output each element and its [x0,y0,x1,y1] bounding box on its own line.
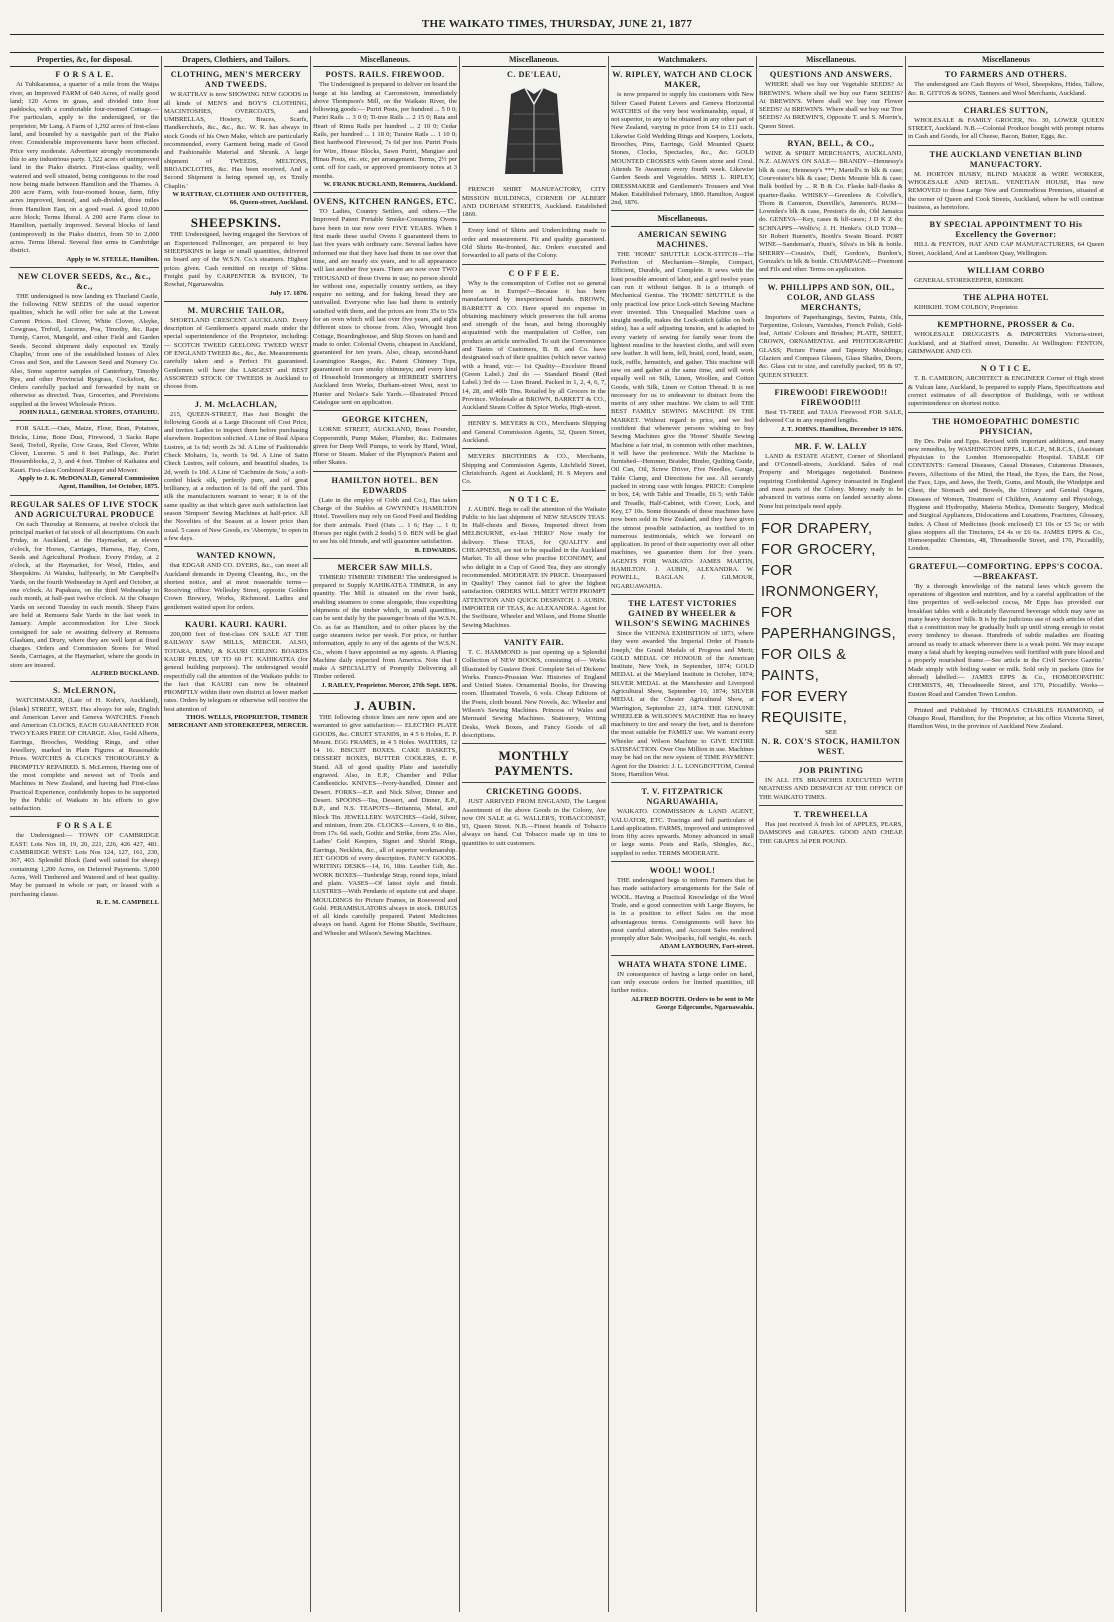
advertisement-body: THE following choice lines are now open and are warranted to give satisfaction:— ELECTRO PLATE GOODS, &c. CRUET STANDS, in 4 5 6 Holes, E. P. Mount. EGG FRAMES, in 4 5 Holes. WAITERS, 12 14 16. BISCUIT BOXES. CAKE BASKETS, DESSERT BOXES, BUTTER COOLERS, E. P. Stand. All of good quality Plate and tastefully engraved. Also, in E.P., Chamber and Pillar Candlesticks. KNIVES—Ivory-handled, Dinner and Desert. FORKS—E.P. and Nick Silver, Dinner and Desert. SPOONS—Tea, Dessert, and Dinner, E.P., B.P., and N.S. TEAPOTS—Britannia, Metal, and Block Tin. JEWELLERY. WATCHES—Gold, Silver, and minium, from 20s. CLOCKS—Lovers, 6 to 8in., from 17s. 6d. each, Gothic and Strike, from 25s. Also, Ladies' Gold Keepers, Signet and Shield Rings, Earrings, Necklets, &c., all of superior workmanship. JET GOODS of every description. FANCY GOODS. WRITING DESKS—14, 16, 18in. Leather Gilt, &c. WORK BOXES—Tunbridge Strap, round tops, inlaid and plain. VASES—Of latest style and finish. LUSTRES—With Pendants of equisite cut and shape. MOULDINGS for Picture Frames, in Rosewood and Gold. PERAMBULATORS always in stock. DRUGS of all kinds carefully prepared. Patent Medicines always on hand. Agent for Home Shuttle, Swiftsure, and Wheeler and Wilson's Sewing Machines. [313,714,457,937]
advertisement [462,269,606,417]
column-rule [608,56,609,1612]
advertisement-body: WATCHMAKER, (Late of H. Kohn's, Auckland), [blank] STREET, WEST. Has always for sale, English and American Lever and Geneva WATCHES. French and American CLOCKS, EACH GUARANTEED FOR TWO YEARS FREE OF CHARGE. Also, Gold Alberts, Earrings, Brooches, Wedding Rings, and other Jewellery, marked in Plain Figures at Reasonable Prices. WATCHES & CLOCKS THOROUGHLY & PROMPTLY REPAIRED. S. McLernon, Having one of the most complete and newest set of Tools and Machines in New Zealand, and having had First-class Practical Experience, confidently hopes to be supported by the Public of Waikato in his efforts to give satisfaction. [10,697,159,813]
advertisement-heading: S. McLERNON, [52,686,117,696]
advertisement-signature: B. EDWARDS. [414,546,457,554]
masthead: THE WAIKATO TIMES, THURSDAY, JUNE 21, 1877 [421,18,693,30]
advertisement [164,306,308,396]
advertisement-signature: JOHN HALL, GENERAL STORES, OTAHUHU. [18,408,159,416]
advertisement [10,821,159,910]
advertisement-body: IN consequence of having a large order on hand, can only execute orders for limited quantities, till further notice. [611,970,754,995]
advertisement-body: 215, QUEEN-STREET, Has Just Bought the following Goods at a Large Discount off Cost Price, and invites Ladies to inspect them before purchasing elsewhere. Inspection solicited. A Line of Real Alpaca Lustres, at 1s 6d; worth 2s 3d. A Line of Fashionable Check Mohairs, 1s, worth 1s 9d. A Line of Satin Check Lustres, self colours, and beautiful shades, 1s 2d, worth 1s 10d. A Line of 'Cachmire de Sois,' a soft-corded black silk, perfectly pure, and of great brilliancy, at a reduction of 1s 6d off the yard. This silk the manufacturers warrant to wear; it is of the same quality as that which gave such satisfaction last season 'Simpson' Sewing Machines at half-price. All the Novelties of the Season at a lower price than usual. 5 cases of New Goods, ex 'Abernyte,' to open in a few days. [164,410,308,542]
advertisement-heading: W. RIPLEY, WATCH AND CLOCK MAKER, [612,70,753,90]
column-header: Drapers, Clothiers, and Tailors. [164,56,308,67]
advertisement-body: SHORTLAND CRESCENT AUCKLAND. Every description of Gentlemen's apparel made under the special superintendence of the Proprietor, including:— SCOTCH TWEED GEELONG TWEED WEST OF ENGLAND TWEED &c., &c., &c. Measurements carefully taken and a Perfect Fit guaranteed. Gentlemen will have the LARGEST and BEST ASSORTED STOCK OF TWEEDS in Auckland to choose from. [164,316,308,391]
advertisement [759,519,903,762]
advertisement-body: TO Ladies, Country Settlers, and others.—The Improved Patent Portable Smoke-Consuming Ovens have been in use now over FIVE YEARS. When I first made these useful Ovens I guaranteed them to last five years with ordinary care. Several ladies have informed me that they have had them in use over that time, and are nearly six years, and to all appearance will last another five years. There are now over TWO THOUSAND of these Ovens in use; no person should be without one, especially country settlers, as they require no setting, and for baking bread they are unrivalled. Everyone who has had them is entirely satisfied with them, and the prices are from 35s to 55s for an oven which will last over five years, and eight different sizes to choose from. Also, Wrought Iron Cottage, Boardinghouse, and Ship Stoves on hand and made to order. Colonial Ovens, cheapest in Auckland, guaranteed for ten years. Also, cheap, second-hand Leamington Ranges, &c. Patent Chimney Tops, guaranteed to cure smoky chimneys; and every kind of Household Ironmongery at HERBERT SMITH'S Auckland Iron Works, Durham-street West, next to Hunter and Nolan's Sale Yards.—Illustrated Priced Catalogue sent on application. [313,208,457,406]
column-header: Miscellaneous. [313,56,457,67]
advertisement [10,425,159,495]
advertisement-body: Printed and Published by THOMAS CHARLES HAMMOND, of Ohaupo Road, Hamilton, for the Proprietor, at his office Victoria Street, Hamilton West, in the province of Auckland New Zealand. [908,706,1104,731]
advertisement-heading: TO FARMERS AND OTHERS. [944,70,1068,80]
advertisement-body: 200,000 feet of first-class ON SALE AT THE RAILWAY SAW MILLS, MERCER. ALSO, TOTARA, RIMU, & KAURI CEILING BOARDS KAURI PILES, UP TO 60 FT. KAHIKATEA (for general building purposes). The undersigned would respectfully call the attention of the Waikato public to the fact that KAURI can now be obtained PROMPTLY within their own district at lower market rates. Orders by telegram or otherwise will receive the best attention of [164,631,308,713]
shirt-illustration [491,84,577,182]
advertisement-heading: KAURI. KAURI. KAURI. [184,620,288,630]
column-rule [756,56,757,1612]
column-rule [905,56,906,1612]
advertisement-body: FOR SALE.—Oats, Maize, Flour, Bran, Potatoes, Bricks, Lime, Bone Dust, Firewood, 3 Sacks Rape Seed, Trefoil, Ryelie, Cow Grass, Red Clover, White Clover, Lucerne. 5 and 6 feet Pailings, &c. Puriri Housenblocks, 2, 3, and 4 feet. Timber of Kaikatea and Kauri. First-class Combined Reaper and Mower. [10,425,159,474]
advertisement-body: M. HORTON BUSBY, BLIND MAKER & WIRE WORKER, WHOLESALE AND RETAIL. VENETIAN HOUSE, Has now REMOVED to those Large New and Commodious Premises, situated at the corner of Queen and Cook Streets, Auckland, where he will continue business, as heretofore. [908,170,1104,211]
advertisement-heading: WANTED KNOWN, [196,551,276,561]
masthead-rule-bottom [10,52,1104,53]
advertisement [313,415,457,471]
advertisement-body: Importers of Paperhangings, Sevim, Paints, Oils, Turpentine, Colours, Varnishes, French Polish, Gold-leaf, Artists' Colours and Brushes; PLATE, SHEET, CROWN, ORNAMENTAL and PHOTOGRAPHIC GLASS; Picture Frame and Tapestry Mouldings; Glaziers and Compass Glasses, Glass Shades, Doors, &c. Glass cut to size, and carefully packed, 95 & 97, QUEEN STREET. [759,313,903,379]
advertisement-body: Has just received A fresh lot of APPLES, PEARS, DAMSONS and GRAPES. GOOD AND CHEAP. THE GRAPES 3d PER POUND. [759,821,903,845]
advertisement [611,70,754,211]
advertisement [313,698,457,941]
column-1 [10,56,159,1612]
advertisement-heading: AMERICAN SEWING MACHINES. [637,229,728,249]
column-rule [161,56,162,1612]
advertisement-body: THE undersigned begs to inform Farmers that he has made satisfactory arrangements for the Sale of WOOL. Having a Practical Knowledge of the Wool Trade, and a good connection with Large Buyers, he is in a position to effect Sales on the most advantageous terms. Consignments will have his most careful attention, and Account Sales rendered promptly after Sale. Woolpacks, full weight, 4s. each. [611,877,754,943]
advertisement [611,230,754,595]
cox-ad-line: FOR IRONMONGERY, [761,562,879,600]
advertisement-signature: R. E. M. CAMPBELL [96,898,159,906]
advertisement-signature: ALFRED BOOTH. Orders to be sent to Mr George Edgecumbe, Ngaruawahia. [631,995,754,1011]
advertisement [462,787,606,851]
advertisement-heading: GRATEFUL—COMFORTING. EPPS'S COCOA.—BREAKFAST. [909,561,1103,581]
advertisement-body: Best TI-TREE and TAUA Firewood FOR SALE, delivered Cut in any required lengths. [759,408,903,425]
advertisement-body: JUST ARRIVED FROM ENGLAND, The Largest Assortment of the above Goods in the Colony, Are now ON SALE at G. WALLER'S, TOBACCONIST, 93, Queen Street. N.B.—Finest brands of Tobacco always on hand. Cut Tobacco made up in tins to quantities to suit customers. [462,798,606,847]
advertisement-heading: WHATA WHATA STONE LIME. [617,959,748,969]
advertisement-heading: M. MURCHIE TAILOR, [187,305,285,315]
advertisement [908,417,1104,558]
advertisement-body: that EDGAR AND CO. DYERS, &c., can meet all Auckland demands in Dyeing Cleaning, &c., on the shortest notice, and at most reasonable terms—Receiving office: Wellesley Street, opposite Golden Crown Brewery, Works, Richmond. Ladies and gentlemen waited upon for orders. [164,562,308,611]
advertisement [164,70,308,211]
advertisement-body: HILL & FENTON, HAT AND CAP MANUFACTURERS, 64 Queen Street, Auckland, And at Lambton Quay, Wellington. [908,241,1104,257]
advertisement [908,364,1104,412]
advertisement-heading: WILLIAM CORBO [967,265,1045,275]
advertisement [462,638,606,744]
advertisement [759,766,903,806]
advertisement [759,810,903,849]
advertisement-heading: THE ALPHA HOTEL [963,293,1049,303]
advertisement-signature: Apply to J. K. McDONALD, General Commission Agent, Hamilton, 1st October, 1875. [17,475,159,491]
advertisement-heading: OVENS, KITCHEN RANGES, ETC. [313,197,457,207]
advertisement-body: The Undersigned is prepared to deliver on board the barge at his landing at Carronstown, immediately above Thompson's Mill, on the Waikato River, the following goods:— Puriri Posts, per hundred ... 5 0 0; Puriri Rails ... 3 0 0; Ti-tree Rails ... 2 15 0; Rata and Heart of Rimu Rails per hundred ... 2 10 0; Cedar Rails, per hundred ... 1 18 0; Turaire Rails ... 1 10 0; Best hardwood Firewood, 7s 6d per ton. Puriri Posts for Wire, House Blocks, Sawn Puriri, Mangiao and Hinau Posts, etc. etc, per arrangement. Terms, 2½ per cent. off for cash, or approved promissory notes at 3 months. [313,81,457,180]
advertisement-body: J. AUBIN. Begs to call the attention of the Waikato Public to his last shipment of NEW SEASON TEAS. In Half-chests and Boxes, Imported direct from MELBOURNE, ex-last 'HERO' Now ready for delivery. These TEAS, for QUALITY and CHEAPNESS, are not to be equalled in the Auckland Market. To all those who practise ECONOMY, and who delight in a Cup of Good Tea, they are strongly recommended. MODERATE IN PRICE. Unsurpassed in Quality! They cannot fail to give the highest satisfaction. ORDERS WILL MEET WITH PROMPT ATTENTION AND QUICK DESPATCH. J. AUBIN. IMPORTER OF TEAS, &c ALEXANDRA. Agent for the Swiftsure, Wheeler and Wilson, and Home Shuttle Sewing Machines. [462,505,606,629]
advertisement-body: T. C. HAMMOND is just opening up a Splendid Collection of NEW BOOKS, consisting of— Works Illustrated by Gustave Doré. Complete Set of Dickens' Works. Franco-Prussian War. Histories of England and United States. Ornamental Books, for Drawing room. Illustrated Travels, 6 vols. Cheap Editions of the Poets, cloth bound. New Novels, &c. Wheeler and Wilson's Sewing Machines. Princess of Wales and Mermaid Sewing Machines. Stationery, Writing Desks, Work Boxes, and Fancy Goods of all descriptions. [462,648,606,739]
advertisement [759,70,903,135]
advertisement-signature: J. T. JOHNS. Hamilton, December 19 1876. [780,425,903,433]
advertisement [908,70,1104,102]
advertisement [462,227,606,264]
advertisement-heading: SHEEPSKINS. [190,215,282,231]
advertisement [313,197,457,411]
advertisement-heading: NEW CLOVER SEEDS, &c., &c., &c., [17,271,152,291]
advertisement-body: GENERAL STOREKEEPER, KIHIKIHI. [914,276,1025,284]
advertisement-body: W RATTRAY is now SHOWING NEW GOODS in all kinds of MEN'S and BOY'S CLOTHING, MACINTOSHES, OVERCOATS, and UMBRELLAS, Hosiery, Braces, Scarfs, Handkerchiefs, &c., &c., &c. W. R. has always in stock Goods of his Own Make, which are particularly recommended, every Garment being made of Good and Fashionable Material and Shrunk. A large shipment of TWEEDS, MELTONS, BROADCLOTHS, &c. Has been received, And a Second Shipment is being opened up, ex 'Emily Chaplin.' [164,91,308,190]
advertisement-body: IN ALL ITS BRANCHES EXECUTED WITH NEATNESS AND DESPATCH AT THE OFFICE OF THE WAIKATO TIMES. [759,777,903,801]
column-header: Properties, &c, for disposal. [10,56,159,67]
advertisement-heading: THE HOMOEOPATHIC DOMESTIC PHYSICIAN, [932,416,1080,436]
cox-ad-see: SEE [825,728,837,736]
advertisement [313,563,457,694]
advertisement-heading: C O F F E E. [508,268,560,278]
advertisement-body: is now prepared to supply his customers with New Silver Cased Patent Levers and Geneva Horizontal WATCHES of the very best workmanship, equal, if not superior, to any to be obtained in any other part of New Zealand, varying in price from £4 to £11 each. Likewise Gold Wedding Rings and Keepers, Lockets, Brooches, Pins, Earrings, Gold Mounted Quartz Stones, Clocks, Spectacles, &c., &c. GOLD MOUNTED CROSSES with Green stone and Coral. Attends Te Awamutu every fourth week. Likewise Garden Seeds and Vegetables. MISS L. RIPLEY, DRESSMAKER and Gentlemen's Trousers and Vest Maker. Established February, 1860. Hamilton, August 2nd, 1876. [611,91,754,207]
advertisement-body: WHERE shall we buy our Vegetable SEEDS? At BREWIN'S. Where shall we buy our Farm SEEDS? At BREWIN'S. Where shall we buy our Flower SEEDS? At BREWIN'S. Where shall we buy our Tree SEEDS? At BREWIN'S, Opposite T. and S. Morrin's, Queen Street. [759,81,903,130]
advertisement-heading: FIREWOOD! FIREWOOD!! FIREWOOD!!! [774,387,888,407]
advertisement-signature: W RATTRAY, CLOTHIER AND OUTFITTER, 66, Queen-street, Auckland. [172,190,308,207]
advertisement-heading: N O T I C E. [508,494,560,504]
column-rule [310,56,311,1612]
advertisement-body: On each Thursday at Remuera, at twelve o'clock the principal market of fat stock of all descriptions. On each Friday, in Auckland, at the Haymarket, at eleven o'clock, for Horses, Carriages, Harness, Hay, Corn, Seeds and Agricultural Produce. Every Friday, at 2 o'clock, at the Haymarket, for Wool, Hides, and Sheepskins. At Waiuku, halfyearly, in Mr Campbell's Yards, on the fourth Wednesday in April and October, at one o'clock. At Papakura, on the third Wednesday in each month, at half-past twelve o'clock. At the Ohaupo Yards on second Tuesday in each month. Sheep Fairs are held at Remuera Sale Yards in the last week in January. Ample accommodation for Live Stock consigned for sale or awaiting delivery at Remuera Glasham, and Drury, where they are well kept at fixed charges. Orders and Commission Stores for Wool Seeds, Carriages, at the Haymarket, where the goods in store are insured. [10,520,159,669]
advertisement-body: KIHIKIHI. TOM COLBOY, Proprietor. [914,304,1019,312]
advertisement-signature: ADAM LAYBOURN, Fort-street. [659,943,754,951]
advertisement-body: HENRY S. MEYERS & CO., Merchants Shipping and General Commission Agents, 32, Queen Street, Auckland. [462,420,606,445]
advertisement-body: THE undersigned is now landing ex Thurland Castle, the following NEW SEEDS of the usual superior qualities, which he will offer for sale at the Lowest Current Prices. Red Clover, White Clover, Alsyke, Cowgrass, Trefoil, Lucerne, Poa, Timothy, &c. Rape Turnip, Carrot, Mangold, and other Field and Garden Seeds. Second shipment daily expected ex 'Emily Chaplin,' from one of the established houses of Alex Cross and Son, and the Lawson Seed and Nursery Co. Also, Some superior samples of Canterbury, Timothy Rye, and other Provincial Ryegrass, Cocksfoot, &c. Orders carefully packed and forwarded by train or otherwise as directed. Teas, Groceries, and Provisions supplied at the lowest Wholesale Prices. [10,292,159,408]
advertisement-heading: GEORGE KITCHEN, [341,415,429,425]
advertisement-heading: N O T I C E. [980,364,1032,374]
advertisement-heading: MR. F. W. LALLY [794,441,868,451]
advertisement [908,266,1104,289]
advertisement [462,70,606,223]
advertisement-body: (Late in the employ of Cobb and Co.), Has taken Charge of the Stables at GWYNNE's HAMILTON Hotel. Travellers may rely on Good Feed and Bedding for their animals. Feed (Oats ... 1 6; Hay ... 1 0; Horses per night (with 2 feeds) 5 0. BEN will be glad to see his old friends, and will guarantee satisfaction. [313,496,457,546]
advertisement [164,400,308,548]
advertisement [908,320,1104,360]
advertisement [611,866,754,956]
advertisement-body: TIMBER! TIMBER! TIMBER! The undersigned is prepared to Supply KAHIKATEA TIMBER, in any quantity. The Mill is situated on the river bank, enabling steamers to come alongside, thus expediting shipments of the timber which, in small quantities, can be sent daily by the passenger boats of the W.S.N. Co. as far as Hamilton, and to other places by the cargo steamers twice per week. For price, or further information, apply to any of the agents of the W.S.N. Co., whom I have appointed as my agents. A Planing Machine daily expected from America. Note that I make A SPECIALITY of Promptly Delivering all Timber ordered. [313,573,457,681]
advertisement-heading: THE AUCKLAND VENETIAN BLIND MANUFACTORY. [929,149,1083,169]
advertisement-body: the Undersigned:— TOWN OF CAMBRIDGE EAST: Lots Nos 18, 19, 20, 221, 226, 426 427, 481. CAMBRIDGE WEST: Lots Nos 124, 127, 161, 230, 367, 403. Splendid Block (land well suited for sheep) containing 1,200 Acres, on Deferred Payments. 5,000 Acres, Well Timbered and Watered and of best quality. May be pursued in whole or part, or leased with a purchasing clause. [10,832,159,898]
advertisement [908,106,1104,146]
advertisement-heading: CLOTHING, MEN'S MERCERY AND TWEEDS. [170,70,302,90]
advertisement-body: WINE & SPIRIT MERCHANTS, AUCKLAND, N.Z. ALWAYS ON SALE— BRANDY—Hennessy's blk & case; Hennessy's ***; Martell's in blk & case; Courvoisier's blk & case; Denis Mounie blk & case; Bulk bottled by ... R B & Co. Flasks half-flasks & quarter-flasks. WHISKY—Greenlees & Colville's, Thom & Cameron, Dunville's, Jameson's. RUM—Lowndes's blk & case, Preston's do do, Old Jamaica do. GENEVA—Key, cases & hlf-cases; J D K Z do; SCHNAPPS—Wolfe's; J. H. Henke's. OLD TOM—Sir Robert Burnett's, Booth's Swain Board. PORT WINE—Sandeman's, Hunt's, Silva's in blk & bottle. SHERRY—Cousin's, Duff, Gordon's, Burdon's, Gonzale's in blk & bottle. CHAMPAGNE—Freemont and Fils and other. Terms on application. [759,150,903,274]
advertisement [10,70,159,268]
advertisement-heading: MONTHLY PAYMENTS. [494,748,574,779]
advertisement-heading: BY SPECIAL APPOINTMENT TO His Excellency the Governor: [929,220,1083,240]
advertisement-body: WAIKATO. COMMISSION & LAND AGENT, VALUATOR, ETC. Tracings and full particulars of Land application. FARMS, improved and unimproved from fifty acres upwards. Money advanced in small or large sums. Posts and Rails, Shingles, &c., supplied to order. TERMS MODERATE. [611,808,754,857]
advertisement-heading: T. V. FITZPATRICK NGARUAWAHIA, [641,787,724,807]
advertisement [313,476,457,559]
masthead-rule-top [10,34,1104,35]
column-6 [759,56,903,1612]
advertisement-body: Why is the consumption of Coffee not so general here as in Europe?—Because it has been manufactured by inexperienced hands. BROWN, BARRETT & CO. Have spared no expense in obtaining machinery which preserves the full aroma and strength of the bean, and being thoroughly acquainted with the manipulation of Coffee, can produce an article unrivalled. To suit the Convenience and Tastes of Customers, B. B. and Co. have designated each of their qualities (which never varies) with a brand, viz:— 1st Quality—Excelsior Brand (Green Label.) 2nd do — Standard Brand (Red Label.) 3rd do — Lion Brand. Packed in 1, 2, 4, 6, 7, 14, 28, and 40lb Tins. Retailed by all Grocers in the Province. Wholesale at BROWN, BARRETT & CO., Auckland Steam Coffee & Spice Works, High-street. [462,279,606,412]
cox-ad-line: FOR OILS & PAINTS, [761,646,847,684]
advertisement-body: THE Undersigned, having engaged the Services of an Experienced Fellmonger, are prepared to buy SHEEPSKINS in large or small quantities, delivered on board any of the W.S.N. Co.'s steamers. Highest prices given. Cash remitted on receipt of Skins. Freight paid by CARPENTER & BYRON, Te Rowhai, Ngaruawahia. [164,231,308,289]
advertisement [908,293,1104,316]
advertisement-heading: THE LATEST VICTORIES GAINED BY WHEELER & WILSON'S SEWING MACHINES [614,598,751,628]
advertisement-heading: C. DE'LEAU, [507,70,561,80]
advertisement-body: LORNE STREET, AUCKLAND, Brass Founder, Coppersmith, Pump Maker, Plumber, &c. Estimates given for Deep Well Pumps, to work by Hand, Wind, Horse or Steam. Maker of the Plympton's Patent and other Skates. [313,426,457,467]
advertisement [10,686,159,817]
advertisement [462,748,606,783]
advertisement [908,707,1104,735]
column-header: Watchmakers. [611,56,754,67]
advertisement-body: MEYERS BROTHERS & CO., Merchants, Shipping and Commission Agents, Litchfield Street, Christchurch. Agent at Auckland, H. S Meyers and Co. [462,453,606,486]
advertisement-signature: ALFRED BUCKLAND. [90,670,159,677]
advertisement [164,551,308,616]
cox-ad-name: N. R. COX'S STOCK, HAMILTON WEST. [761,737,901,757]
advertisement-heading: CRICKETING GOODS. [486,787,582,797]
advertisement-signature: THOS. WELLS, PROPRIETOR, TIMBER MERCHANT AND STOREKEEPER, MERCER. [168,714,308,730]
advertisement-heading: JOB PRINTING [798,766,864,776]
advertisement [759,442,903,515]
advertisement-heading: CHARLES SUTTON, [963,105,1049,115]
advertisement-heading: J. AUBIN. [354,698,416,713]
advertisement [759,388,903,438]
advertisement-body: The undersigned are Cash Buyers of Wool, Sheepskins, Hides, Tallow, &c. R. GITTOS & SONS, Tanners and Wool Merchants, Auckland. [908,81,1104,97]
cox-ad-line: FOR DRAPERY, [761,520,873,537]
advertisement [462,453,606,490]
column-3 [313,56,457,1612]
advertisement-heading: J. M. McLACHLAN, [194,399,278,409]
column-header: Miscellaneous. [462,56,606,67]
advertisement-signature: J. RAILEY, Proprietor. Mercer, 27th Sept. 1876. [321,681,457,689]
section-header: Miscellaneous. [611,215,754,226]
advertisement [611,787,754,862]
advertisement [908,220,1104,262]
cox-ad-line: FOR PAPERHANGINGS, [761,604,897,642]
advertisement-heading: KEMPTHORNE, PROSSER & Co. [937,320,1075,330]
advertisement-heading: T. TREWHEELLA [793,810,869,820]
advertisement-heading: F O R S A L E. [55,70,114,80]
advertisement-heading: QUESTIONS AND ANSWERS. [769,70,893,80]
cox-ad-line: FOR EVERY REQUISITE, [761,688,848,726]
advertisement-heading: WOOL! WOOL! [649,866,716,876]
column-5 [611,56,754,1612]
advertisement-body: WHOLESALE DRUGGISTS & IMPORTERS Victoria-street, Auckland, and at Stafford street, Dunedin. At Wellington: FENTON, GRIMWADE AND CO. [908,331,1104,356]
shirt-icon [491,84,577,182]
advertisement-body: T. B. CAMERON, ARCHITECT & ENGINEER Corner of High street & Vulcan lane, Auckland, Is prepared to supply Plans, Specifications and correct estimates of all description of Buildings, with or without superintendence on shortest notice. [908,375,1104,408]
advertisement-body: Since the VIENNA EXHIBITION of 1873, where they were awarded 'the Imperial Order of Francis Joseph,' the Grand Medals of Progress and Merit; GOLD MEDAL OF HONOUR of the American Institute, New York, in September, 1874; GOLD MEDAL at the Maryland Institute in October, 1874; SILVER MEDAL at the Manchester and Liverpool Agricultural Show, September 10, 1874; SILVER MEDAL at the Chester Agricultural Show, at Warrington, September 23, 1874. THE GENUINE WHEELER & WILSON'S MACHINE Has no heavy machinery to tire and weary the feet, and is therefore the most suitable for FAMILY use. We warrant every Wheeler and Wilson Machine to GIVE ENTIRE SATISFACTION. Over One Million in use. Machines may be had on the new system of TIME PAYMENT. Agent for the District: J. L. LONGBOTTOM, Central Store, Hamilton West. [611,629,754,778]
advertisement [10,272,159,421]
advertisement-heading: RYAN, BELL, & CO., [787,139,875,149]
column-2 [164,56,308,1612]
advertisement-heading: VANITY FAIR. [503,637,565,647]
advertisement [313,70,457,193]
advertisement [611,960,754,1015]
advertisement-body: LAND & ESTATE AGENT, Corner of Shortland and O'Connell-streets, Auckland. Sales of real Property and Mortgages negotiated. Business requiring Confidential Agency transacted in England and most parts of the Colony. Money ready to be advanced in various sums on landed security alone. None but principals need apply. [759,452,903,510]
advertisement [462,495,606,634]
advertisement [908,150,1104,216]
advertisement [759,139,903,278]
advertisement [10,500,159,683]
advertisement [759,283,903,384]
column-7 [908,56,1104,1612]
advertisement-body: By Drs. Pulte and Epps. Revised with important additions, and many new remedies, by WASHINGTON EPPS, L.R.C.P., M.R.C.S., (Assistant Physician to the London Homoeopathic Hospital. TABLE OF CONTENTS: General Diseases, Casual Diseases, Cutaneous Diseases, Fevers, Affections of the Mind, the Head, the Eyes, the Ears, the Nose, the Face, Lips, and Jaws, the Teeth, Gums, and Mouth, the Windpipe and Chest, the Stomach and Bowels, the Urinary and Genital Organs, Diseases of Women, Treatment of Children, Anatomy and Physiology, Hygiene and Hydropathy, Materia Medica, Domestic Surgery, Medical and Surgical Appliances, Dislocations and Luxations, Fractures, Glossary, Index. A Chest of Medicines (book enclosed) £3 10s or £5 5s; or with glass stoppers all the Tinctures, £4 4s or £6 6s. JAMES EPPS & Co., Homoeopathic Chemists, 48, Threadneedle Street, and 170, Piccadilly, London. [908,437,1104,553]
column-header: Miscellaneous. [759,56,903,67]
advertisement [164,620,308,734]
advertisement [462,420,606,449]
advertisement-heading: REGULAR SALES OF LIVE STOCK AND AGRICULTURAL PRODUCE [10,499,159,519]
advertisement-signature: W. FRANK BUCKLAND, Remuera, Auckland. [323,180,457,188]
column-4 [462,56,606,1612]
advertisement-body: Every kind of Shirts and Underclothing made to order and measurement. Fit and quality guaranteed. Old Shirts Re-fronted, &c. Orders executed and forwarded to all parts of the Colony. [462,227,606,260]
cox-ad-line: FOR GROCERY, [761,541,876,558]
advertisement-signature: July 17. 1876. [269,289,308,297]
advertisement-heading: MERCER SAW MILLS. [337,562,433,572]
advertisement [611,599,754,783]
advertisement-body: 'By a thorough knowledge of the natural laws which govern the operations of digestion and nutrition, and by a careful application of the fine properties of well-selected cocoa, Mr Epps has provided our breakfast tables with a delicately flavoured beverage which may save us many heavy doctors' bills. It is by the judicious use of such articles of diet that a constitution may be gradually built up until strong enough to resist every tendency to disease. Hundreds of subtle maladies are floating around us ready to attack wherever there is a weak point. We may escape many a fatal shaft by keeping ourselves well fortified with pure blood and a properly nourished frame.—See article in the Civil Service Gazette.' Made simply with boiling water or milk. Sold only in packets (tins for abroad) labelled:— JAMES EPPS & Co., HOMOEOPATHIC CHEMISTS, 48, Threadneedle Street, and 170, Piccadilly. Works—Euston Road and Camden Town London. [908,582,1104,698]
advertisement [164,215,308,301]
column-header: Miscellaneous [908,56,1104,67]
advertisement-signature: Apply to W. STEELE, Hamilton. [66,255,159,263]
advertisement-heading: POSTS. RAILS. FIREWOOD. [325,70,445,80]
advertisement-body: FRENCH SHIRT MANUFACTORY, CITY MISSION BUILDINGS, CORNER OF ALBERT AND DURHAM STREETS, Auckland. Established 1869. [462,186,606,219]
advertisement-body: WHOLESALE & FAMILY GROCER, No. 30, LOWER QUEEN STREET, Auckland. N.B.—Colonial Produce bought with prompt returns in Cash and Goods, for all Cheese, Bacon, Butter, Eggs, &c. [908,116,1104,141]
advertisement [908,562,1104,703]
advertisement-heading: W. PHILLIPPS AND SON, OIL, COLOR, AND GLASS MERCHANTS, [767,282,895,312]
advertisement-body: THE 'HOME' SHUTTLE LOCK-STITCH—The Perfection of Mechanism—Simple, Compact, Efficient, Durable, and Complete. It sews with the least possible amount of labor, and a girl twelve years can run it without fatigue. It is a triumph of Mechanical Genius. The 'HOME' SHUTTLE is the only practical low price Lock-stitch Sewing Machine ever invented. This Unequalled Machine uses a straight needle, makes the Lock-stitch (alike on both sides), has a self adjusting tension, and is adapted to every variety of sewing for family wear from the lightest muslins to the heaviest cloths, and will even sew leather. It will hem, fell, braid, cord, braid, seam, tuck, ruffle, hemstitch, and gather. This machine will sew on and gather at the same time, and will work equally well on Silk, Linen, Woollen, and Cotton Goods, with Silk, Linen or Cotton Thread. It is not necessary for us to endeavour to distract from the merits of any other machine. We claim to sell THE BEST FAMILY SEWING MACHINE IN THE MARKET. Without regard to price, and we feel confident that whenever persons wishing to buy Sewing Machines give the 'Home' Shuttle Sewing Machine a fair trial, in common with other machines, it will have the preference. With the Machine is furnished—Hemmer, Braider, Binder, Quilting Guide, Oil Can, Oil, Screw Driver, Five Needles, Gauge, Table Clamp, and Directions for use. All securely packed in strong case with hinges. PRICE: Complete in box, £4; with Table and Treadle, £6 5; with Table and Treadle, Half-Cabinet, with Cover, Lock, and Key, £7 10s. Some thousands of these machines have now been sold in New Zealand, and they have given the utmost possible satisfaction, as testified to in numerous testimonials, which we forward on application. In proof of their superiority over all other machines, we guarantee them for five years. AGENTS FOR WAIKATO: JAMES MARTIN, HAMILTON. J. AUBIN, ALEXANDRA. W. POWELL, RAGLAN. J. GILMOUR, NGARUAWAHIA. [611,250,754,590]
advertisement-heading: F O R S A L E [56,821,113,831]
column-rule [459,56,460,1612]
advertisement-heading: HAMILTON HOTEL. BEN EDWARDS [331,475,439,495]
advertisement-body: At Tuhikaramea, a quarter of a mile from the Waipa river, an Improved FARM of 640 Acres, of really good land; 120 Acres in grass, and divided into four paddocks, with a comfortable four-roomed Cottage.—For particulars, apply to the undersigned, or the proprietor, Mr Lang. A Farm of 1,292 acres of first-class land, and bounded by a navigable part of the Piako river. Considerable improvements have been effected. Price very moderate. Advertiser strongly recommends this to any industrious party. 1,322 acres of unimproved land in the Piako district. First-class quality, well watered and well situated, being contiguous to the road now being made between Hamilton and the Thames. A 200 acre Farm, with four-roomed house, farm, fifty acres improved, fenced, and sub-divided, three miles from Hamilton East, on a good road. A good 10,000 acre block; Terms liberal. A 200 acre Farm close to Hamilton, partially improved. Several blocks of land (unimproved) in the Piako district, from 50 to 2,000 acres. Terms liberal. Several fine arms in Cambridge district. [10,81,159,255]
